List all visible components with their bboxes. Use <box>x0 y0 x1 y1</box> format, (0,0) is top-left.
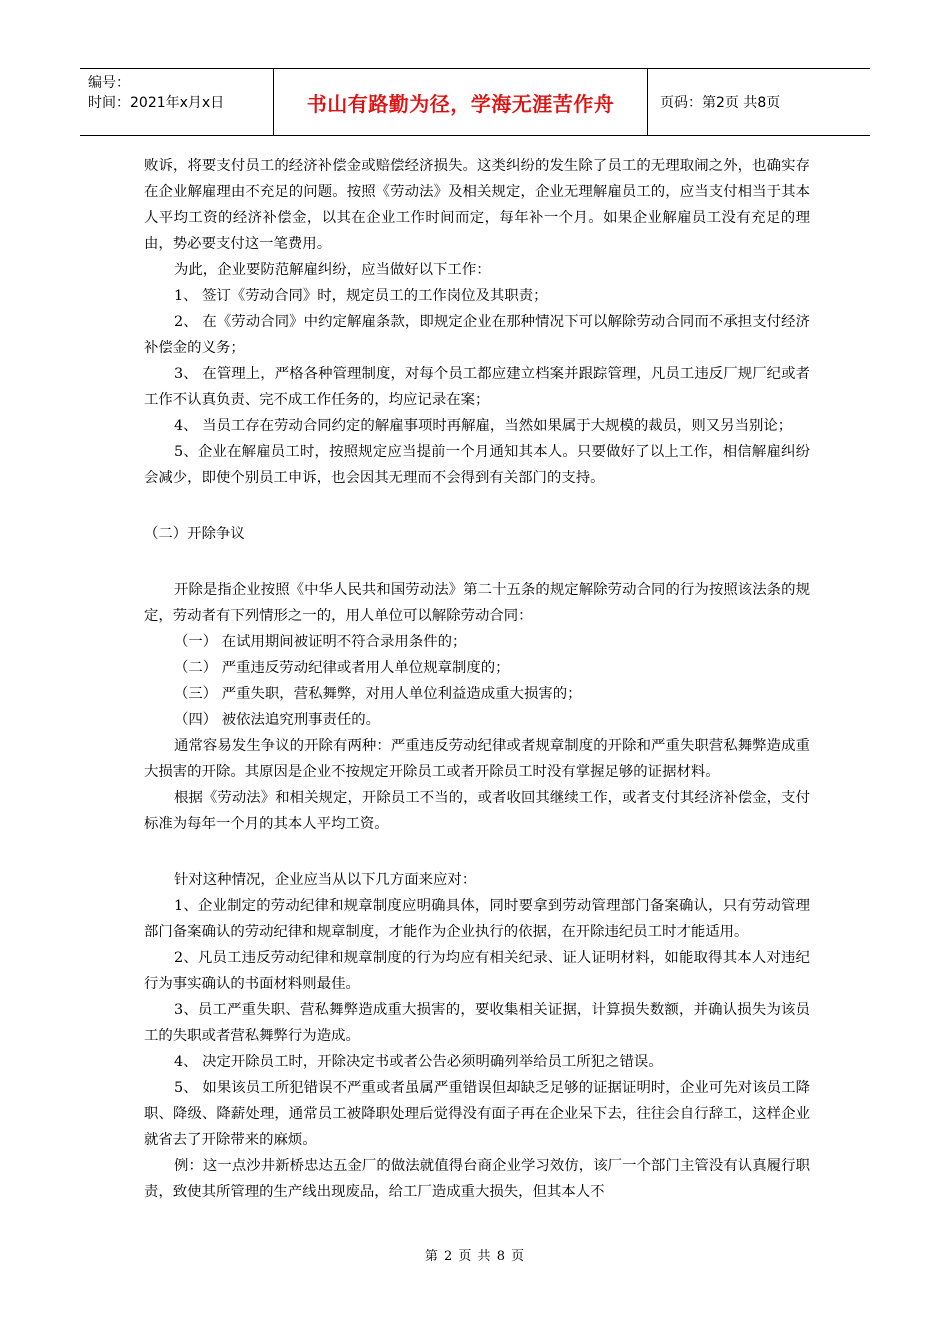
list-item: 2、凡员工违反劳动纪律和规章制度的行为均应有相关纪录、证人证明材料，如能取得其本人对违纪行为事实确认的书面材料则最佳。 <box>144 950 810 992</box>
paragraph: 例：这一点沙井新桥忠达五金厂的做法就值得台商企业学习效仿，该厂一个部门主管没有认真履行职责，致使其所管理的生产线出现废品，给工厂造成重大损失，但其本人不 <box>144 1158 810 1200</box>
page-header <box>80 68 870 136</box>
list-item: 4、 当员工存在劳动合同约定的解雇事项时再解雇，当然如果属于大规模的裁员，则又另当别论； <box>174 418 793 434</box>
paragraph: 开除是指企业按照《中华人民共和国劳动法》第二十五条的规定解除劳动合同的行为按照该法条的规定，劳动者有下列情形之一的，用人单位可以解除劳动合同： <box>144 582 810 624</box>
list-item: 5、企业在解雇员工时，按照规定应当提前一个月通知其本人。只要做好了以上工作，相信解雇纠纷会减少，即使个别员工申诉，也会因其无理而不会得到有关部门的支持。 <box>144 444 810 486</box>
paragraph: 通常容易发生争议的开除有两种：严重违反劳动纪律或者规章制度的开除和严重失职营私舞弊造成重大损害的开除。其原因是企业不按规定开除员工或者开除员工时没有掌握足够的证据材料。 <box>144 738 810 780</box>
header-date-label: 时间：2021年x月x日 <box>88 95 225 111</box>
list-item: 1、 签订《劳动合同》时，规定员工的工作岗位及其职责； <box>174 288 548 304</box>
paragraph: 败诉，将要支付员工的经济补偿金或赔偿经济损失。这类纠纷的发生除了员工的无理取闹之外，也确实存在企业解雇理由不充足的问题。按照《劳动法》及相关规定，企业无理解雇员工的，应当支付相当于其本人平均工资的经济补偿金，以其在企业工作时间而定，每年补一个月。如果企业解雇员工没有充足的理由，势必要支付这一笔费用。 <box>144 158 810 252</box>
page-footer: 第 2 页 共 8 页 <box>424 1249 526 1264</box>
list-item: 3、 在管理上，严格各种管理制度，对每个员工都应建立档案并跟踪管理，凡员工违反厂规厂纪或者工作不认真负责、完不成工作任务的，均应记录在案； <box>144 366 810 408</box>
list-item: 4、 决定开除员工时，开除决定书或者公告必须明确列举给员工所犯之错误。 <box>174 1054 663 1070</box>
section-title: （二）开除争议 <box>144 526 245 542</box>
header-number-label: 编号： <box>88 75 130 91</box>
header-page-label: 页码：第2页 共8页 <box>660 95 781 111</box>
list-item: 5、 如果该员工所犯错误不严重或者虽属严重错误但却缺乏足够的证据证明时，企业可先对该员工降职、降级、降薪处理，通常员工被降职处理后觉得没有面子再在企业呆下去，往往会自行辞工，这样企业就省去了开除带来的麻烦。 <box>144 1080 810 1148</box>
spacer <box>144 547 810 577</box>
paragraph: 针对这种情况，企业应当从以下几方面来应对： <box>174 872 477 888</box>
list-item: 1、企业制定的劳动纪律和规章制度应明确具体，同时要拿到劳动管理部门备案确认，只有劳动管理部门备案确认的劳动纪律和规章制度，才能作为企业执行的依据，在开除违纪员工时才能适用。 <box>144 898 810 940</box>
list-item: （一） 在试用期间被证明不符合录用条件的； <box>174 634 467 650</box>
list-item: 3、员工严重失职、营私舞弊造成重大损害的，要收集相关证据，计算损失数额，并确认损失为该员工的失职或者营私舞弊行为造成。 <box>144 1002 810 1044</box>
header-motto: 书山有路勤为径，学海无涯苦作舟 <box>274 69 648 135</box>
paragraph: 根据《劳动法》和相关规定，开除员工不当的，或者收回其继续工作，或者支付其经济补偿金，支付标准为每年一个月的其本人平均工资。 <box>144 790 810 832</box>
list-item: 2、 在《劳动合同》中约定解雇条款，即规定企业在那种情况下可以解除劳动合同而不承担支付经济补偿金的义务； <box>144 314 810 356</box>
list-item: （二） 严重违反劳动纪律或者用人单位规章制度的； <box>174 660 510 676</box>
spacer <box>144 837 810 867</box>
paragraph: 为此，企业要防范解雇纠纷，应当做好以下工作： <box>174 262 491 278</box>
spacer <box>144 491 810 521</box>
list-item: （三） 严重失职，营私舞弊，对用人单位利益造成重大损害的； <box>174 686 582 702</box>
list-item: （四） 被依法追究刑事责任的。 <box>174 712 381 728</box>
document-body <box>144 153 810 1205</box>
header-meta <box>80 69 274 135</box>
